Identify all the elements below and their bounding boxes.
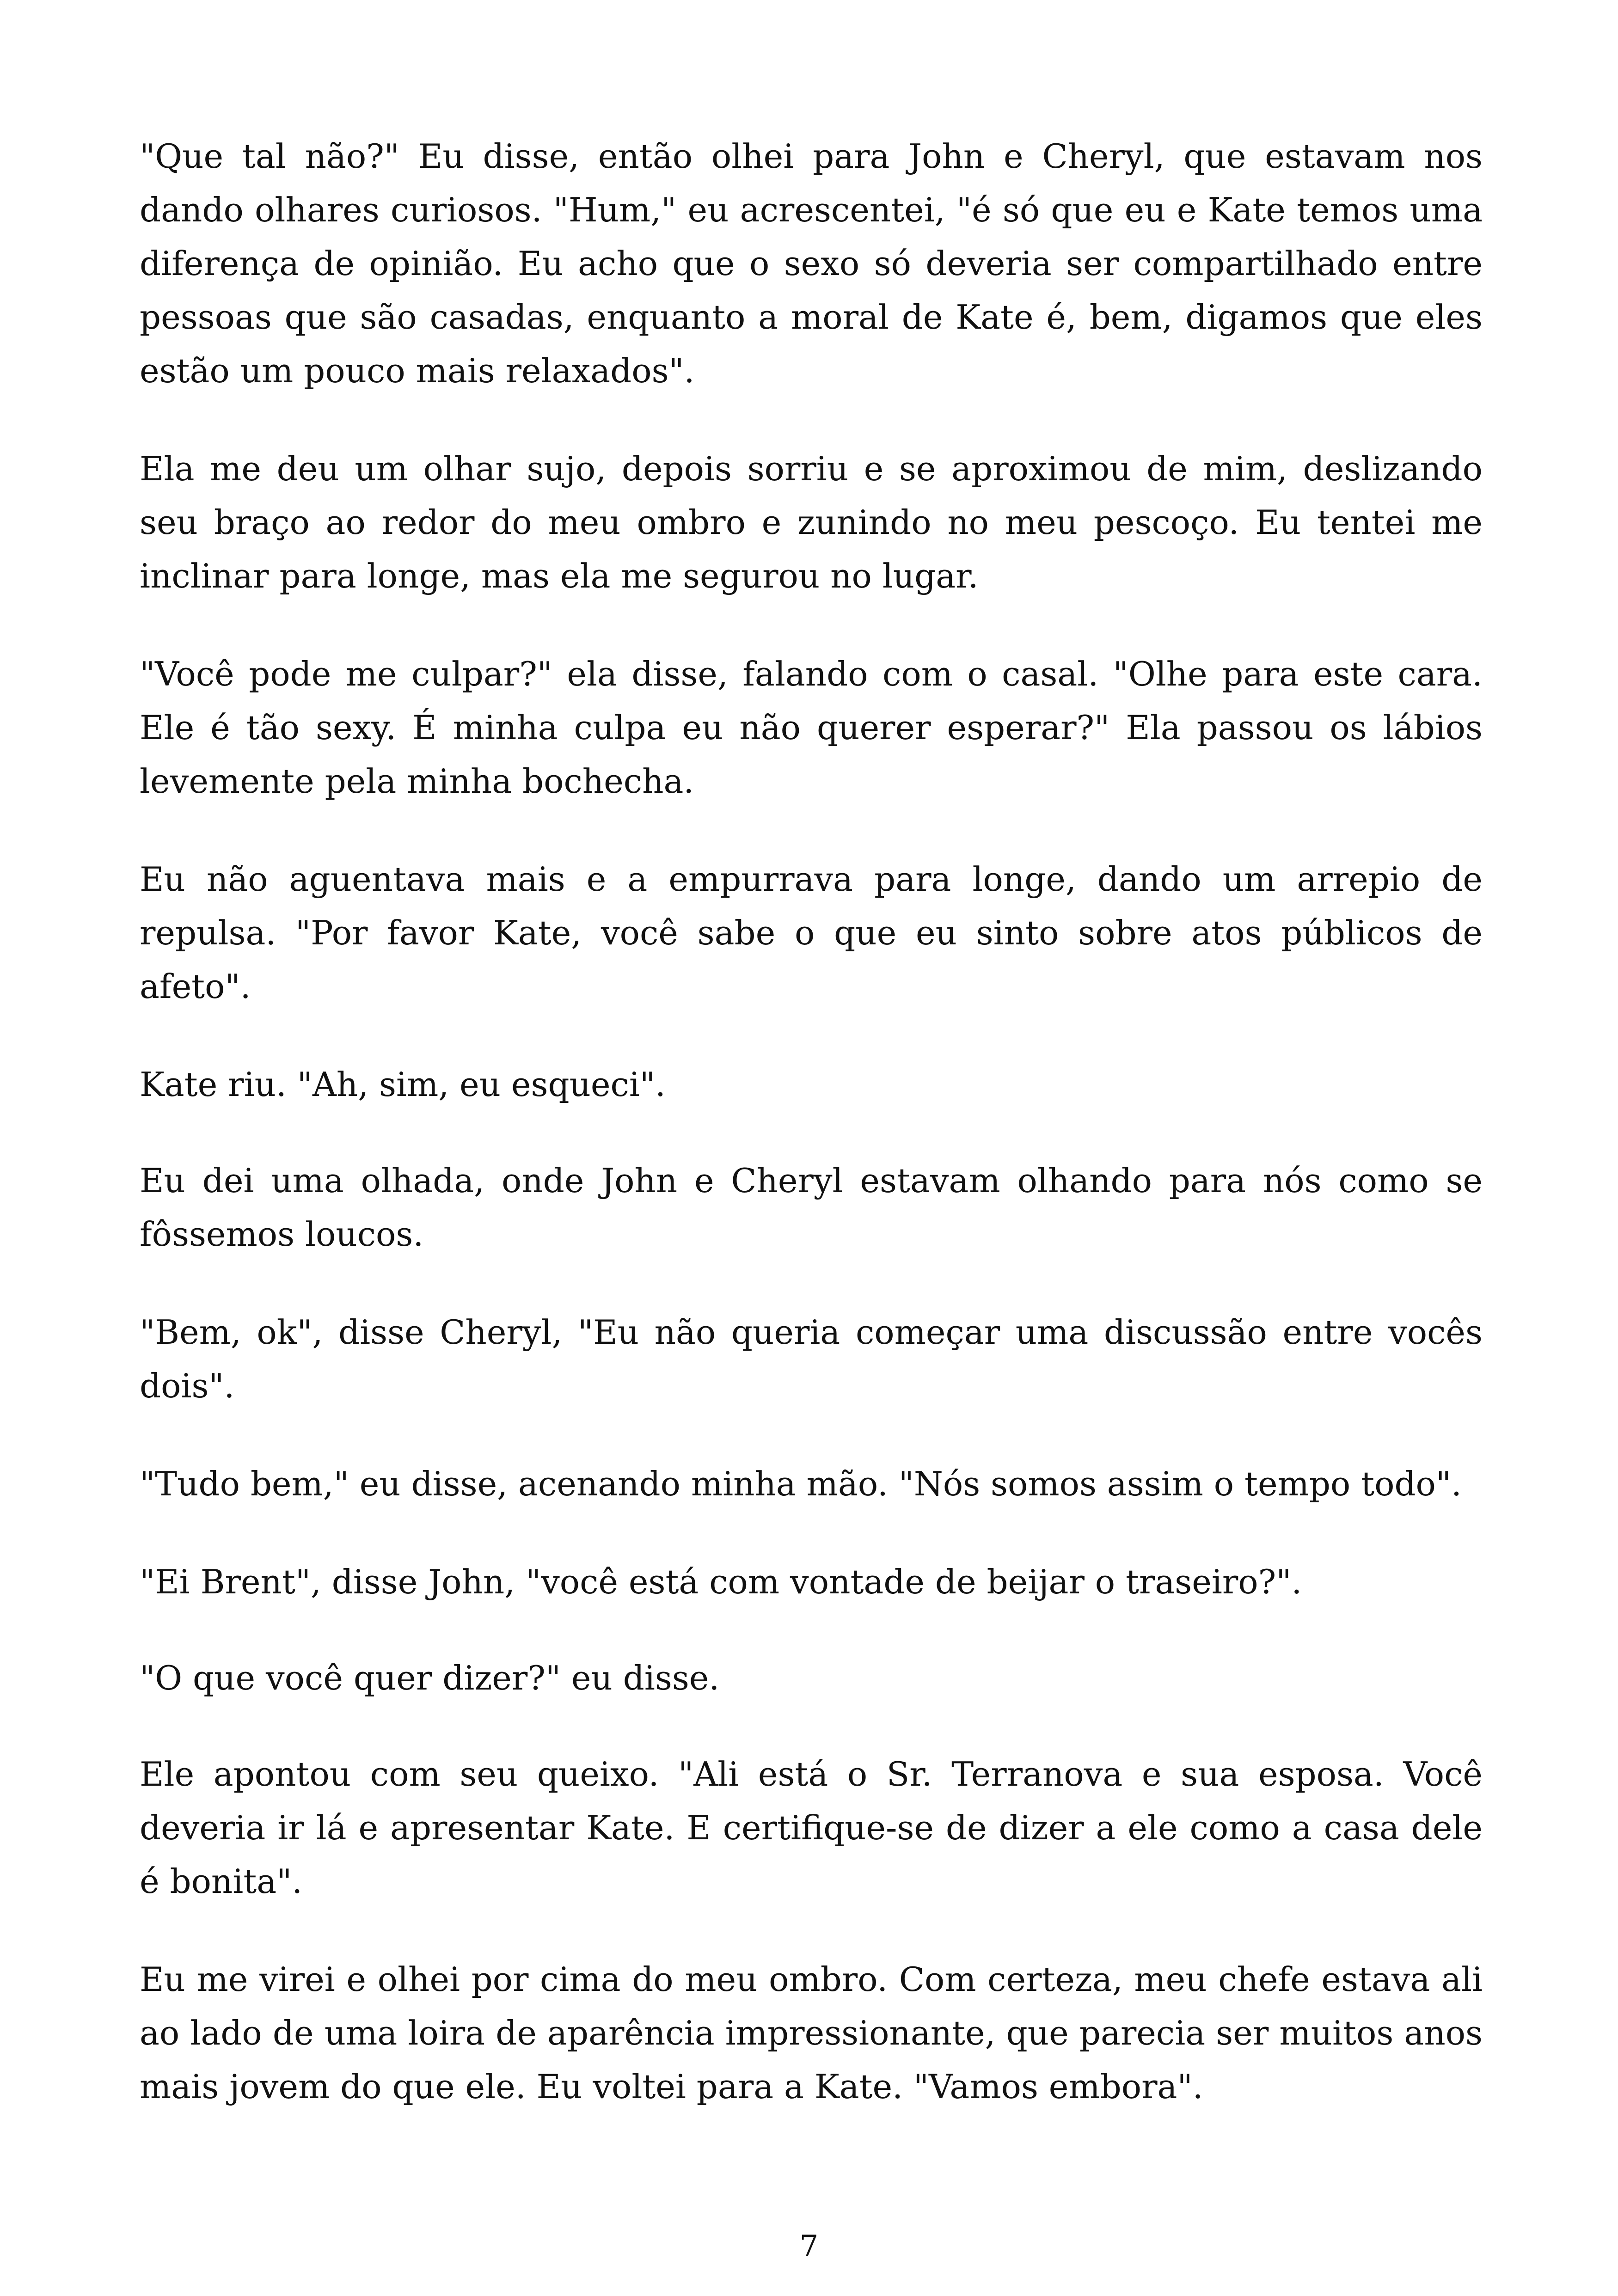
paragraph-11: Ele apontou com seu queixo. "Ali está o Sr. Terranova e sua esposa. Você deveria ir lá e apresentar Kate. E certifique-se de dizer a ele como a casa dele é bonita".: [140, 1755, 1483, 1901]
paragraph-5: Kate riu. "Ah, sim, eu esqueci".: [140, 1065, 666, 1104]
paragraph-1: "Que tal não?" Eu disse, então olhei para John e Cheryl, que estavam nos dando olhares curiosos. "Hum," eu acrescentei, "é só que eu e Kate temos uma diferença de opinião. Eu acho que o sexo só deveria ser compartilhado entre pessoas que são casadas, enquanto a moral de Kate é, bem, digamos que eles estão um pouco mais relaxados".: [140, 137, 1483, 390]
paragraph-3: "Você pode me culpar?" ela disse, falando com o casal. "Olhe para este cara. Ele é tão sexy. É minha culpa eu não querer esperar?" Ela passou os lábios levemente pela minha bochecha.: [140, 655, 1483, 801]
paragraph-2: Ela me deu um olhar sujo, depois sorriu e se aproximou de mim, deslizando seu braço ao redor do meu ombro e zunindo no meu pescoço. Eu tentei me inclinar para longe, mas ela me segurou no lugar.: [140, 449, 1483, 595]
paragraph-10: "O que você quer dizer?" eu disse.: [140, 1659, 720, 1697]
paragraph-4: Eu não aguentava mais e a empurrava para longe, dando um arrepio de repulsa. "Por favor Kate, você sabe o que eu sinto sobre atos públicos de afeto".: [140, 860, 1483, 1006]
page-number: 7: [799, 2229, 819, 2264]
paragraph-9: "Ei Brent", disse John, "você está com vontade de beijar o traseiro?".: [140, 1562, 1302, 1601]
paragraph-7: "Bem, ok", disse Cheryl, "Eu não queria começar uma discussão entre vocês dois".: [140, 1313, 1483, 1405]
paragraph-8: "Tudo bem," eu disse, acenando minha mão. "Nós somos assim o tempo todo".: [140, 1464, 1462, 1503]
paragraph-6: Eu dei uma olhada, onde John e Cheryl estavam olhando para nós como se fôssemos loucos.: [140, 1161, 1483, 1254]
paragraph-12: Eu me virei e olhei por cima do meu ombro. Com certeza, meu chefe estava ali ao lado de uma loira de aparência impressionante, que parecia ser muitos anos mais jovem do que ele. Eu voltei para a Kate. "Vamos embora".: [140, 1960, 1483, 2106]
body-text: [140, 129, 1483, 2158]
